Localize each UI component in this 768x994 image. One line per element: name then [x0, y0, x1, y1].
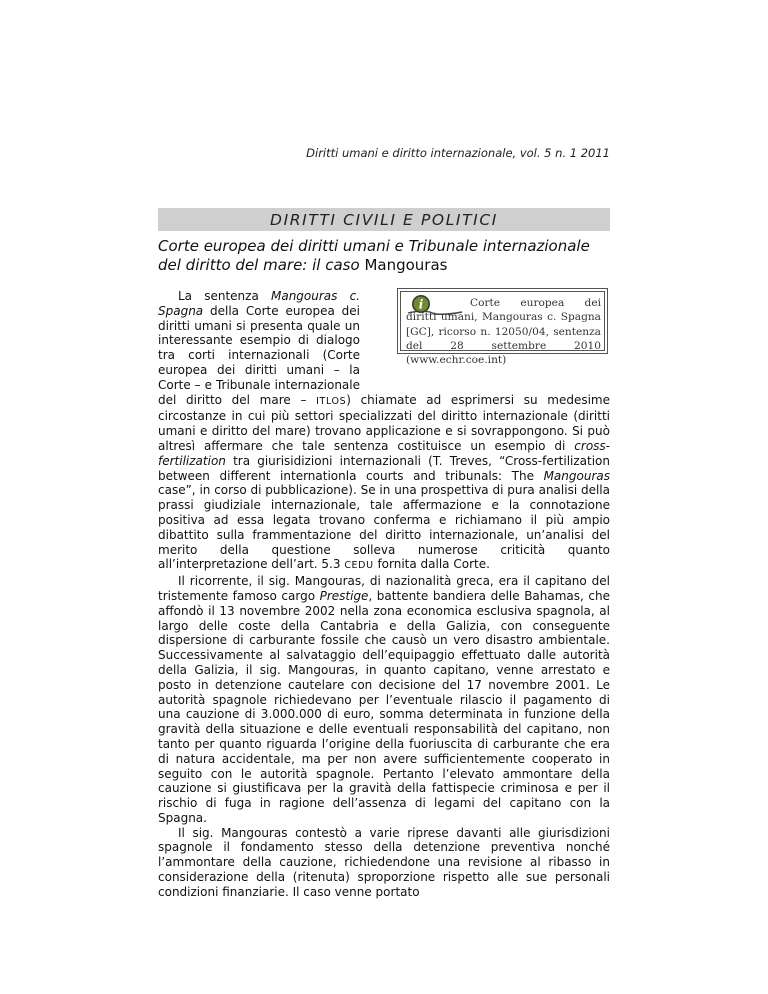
acronym: CEDU	[344, 560, 374, 572]
text-run: Il sig. Mangouras contestò a varie riprese davanti alle giurisdizioni spagnole il fondamento stesso della detenzione preventiva nonché l’ammontare della cauzione, richiedendone una revisione al ribasso in considerazione della (ritenuta) sproporzione rispetto alle sue personali condizioni finanziarie. Il caso venne portato	[158, 825, 610, 899]
journal-header: Diritti umani e diritto internazionale, vol. 5 n. 1 2011	[306, 146, 610, 160]
reference-text: Corte europea dei diritti umani, Mangouras c. Spagna [GC], ricorso n. 12050/04, sentenza del 28 settembre 2010 (www.echr.coe.int)	[406, 297, 601, 367]
section-banner: DIRITTI CIVILI E POLITICI	[158, 208, 610, 231]
text-run: ) chiamate ad esprimersi su medesime circostanze in cui più settori specializzati del diritto internazionale (diritti umani e diritto del mare) trovano applicazione e si sovrappongono. Si può altresì affermare che tale sentenza costituisce un esempio di	[158, 392, 610, 453]
case-name: Mangouras	[543, 468, 610, 483]
article-title	[158, 237, 610, 275]
article-title-case: Mangouras	[364, 256, 448, 274]
text-run: La sentenza	[178, 289, 271, 303]
acronym: ITLOS	[316, 395, 347, 407]
svg-text:i: i	[418, 297, 424, 312]
text-run: fornita dalla Corte.	[373, 557, 490, 572]
text-run: tra giurisidizioni internazionali (T. Treves, “Cross-fertilization between different internationla courts and tribunals: The	[158, 453, 610, 483]
term: cross-fertilization	[158, 438, 610, 468]
text-run: Il ricorrente, il sig. Mangouras, di nazionalità greca, era il capitano del tristemente famoso cargo	[158, 574, 610, 603]
ship-name: Prestige	[319, 588, 369, 603]
case-name: Mangouras c. Spagna	[158, 289, 360, 318]
paragraph-2	[158, 574, 610, 826]
paragraph-3	[158, 826, 610, 900]
article-body	[158, 289, 610, 900]
text-run: , battente bandiera delle Bahamas, che affondò il 13 novembre 2002 nella zona economica esclusiva spagnola, al largo delle coste della Cantabria e della Galizia, con conseguente dispersione di carburante fossile che causò un vero disastro ambientale. Successivamente al salvataggio dell’equipaggio effettuato dalle autorità della Galizia, il sig. Mangouras, in quanto capitano, venne arrestato e posto in detenzione cautelare con decisione del 17 novembre 2001. Le autorità spagnole richiedevano per l’eventuale rilascio il pagamento di una cauzione di 3.000.000 di euro, somma determinata in funzione della gravità della situazione e delle eventuali responsabilità del capitano, non tanto per quanto riguarda l’origine della fuoriuscita di carburante che era di natura accidentale, ma per non avere sufficientemente cooperato in seguito con le autorità spagnole. Pertanto l’elevato ammontare della cauzione si giustificava per la gravità della fattispecie criminosa e per il rischio di fuga in ragione dell’assenza di legami del capitano con la Spagna.	[158, 588, 610, 825]
infobox-spacer	[365, 289, 610, 378]
text-run: della Corte europea dei diritti umani si presenta quale un interessante esempio di dialogo tra corti internazionali (Corte europea dei diritti umani – la Corte – e Tribunale internazionale del diritto del mare –	[158, 303, 360, 407]
text-run: case”, in corso di pubblicazione). Se in una prospettiva di pura analisi della prassi giudiziale internazionale, tale affermazione e la connotazione positiva ad essa legata trovano conferma e richiamano il più ampio dibattito sulla frammentazione del diritto internazionale, un’analisi del merito della questione solleva numerose criticità quanto all’interpretazione dell’art. 5.3	[158, 483, 610, 572]
article-title-main: Corte europea dei diritti umani e Tribunale internazionale del diritto del mare: il caso	[158, 237, 590, 274]
